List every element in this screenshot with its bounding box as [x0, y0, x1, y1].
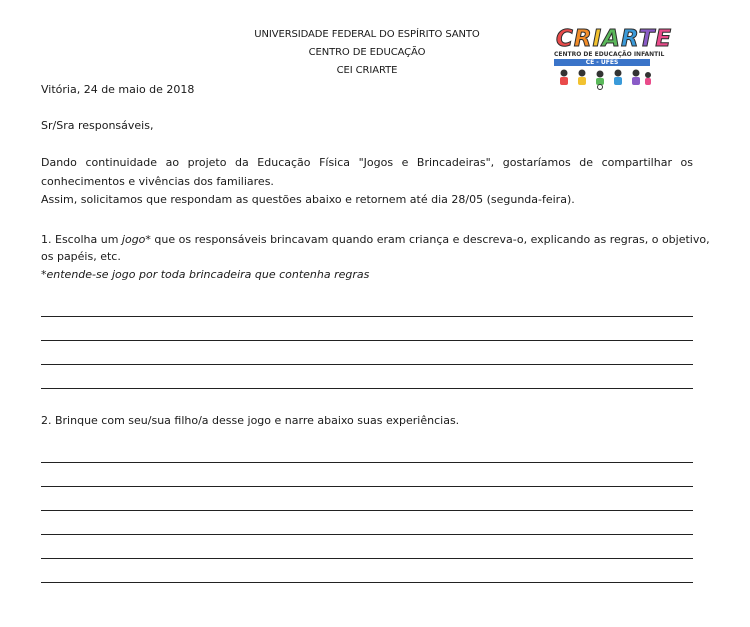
answer-line[interactable] — [41, 462, 693, 463]
logo-letter: T — [638, 26, 656, 52]
header-center: CENTRO DE EDUCAÇÃO — [308, 47, 426, 58]
q1-rest: que os responsáveis brincavam quando eram criança e descreva-o, explicando as regras, o objetivo, — [154, 233, 710, 246]
answer-line[interactable] — [41, 486, 693, 487]
criarte-logo — [552, 26, 673, 92]
header-university: UNIVERSIDADE FEDERAL DO ESPÍRITO SANTO — [254, 29, 480, 40]
answer-line[interactable] — [41, 388, 693, 389]
logo-letter: C — [556, 26, 574, 52]
question-1-line-1 — [41, 233, 710, 246]
q1-prefix: 1. Escolha um — [41, 233, 119, 246]
logo-band: CE - UFES — [554, 59, 650, 66]
logo-letter: E — [655, 26, 673, 52]
question-1-line-2: os papéis, etc. — [41, 250, 121, 263]
q1-jogo-term: jogo* — [121, 233, 151, 246]
logo-letter: I — [592, 26, 603, 52]
logo-title — [556, 26, 672, 52]
letter-greeting: Sr/Sra responsáveis, — [41, 119, 154, 132]
answer-line[interactable] — [41, 340, 693, 341]
logo-letter: R — [573, 26, 593, 52]
answer-line[interactable] — [41, 558, 693, 559]
question-2-text: 2. Brinque com seu/sua filho/a desse jogo e narre abaixo suas experiências. — [41, 414, 460, 427]
children-illustration-icon — [556, 68, 652, 90]
answer-line[interactable] — [41, 582, 693, 583]
answer-line[interactable] — [41, 364, 693, 365]
answer-line[interactable] — [41, 534, 693, 535]
answer-line[interactable] — [41, 316, 693, 317]
question-1-note: *entende-se jogo por toda brincadeira que contenha regras — [41, 268, 370, 281]
header-school: CEI CRIARTE — [336, 65, 398, 76]
logo-letter: A — [602, 26, 621, 52]
intro-line-2: conhecimentos e vivências dos familiares. — [41, 175, 274, 188]
logo-letter: R — [620, 26, 639, 52]
letter-date: Vitória, 24 de maio de 2018 — [41, 83, 195, 96]
answer-line[interactable] — [41, 510, 693, 511]
intro-line-3: Assim, solicitamos que respondam as questões abaixo e retornem até dia 28/05 (segunda-feira). — [41, 193, 575, 206]
intro-line-1: Dando continuidade ao projeto da Educação Física "Jogos e Brincadeiras", gostaríamos de compartilhar os — [41, 156, 693, 169]
logo-subtitle: CENTRO DE EDUCAÇÃO INFANTIL — [554, 51, 665, 58]
